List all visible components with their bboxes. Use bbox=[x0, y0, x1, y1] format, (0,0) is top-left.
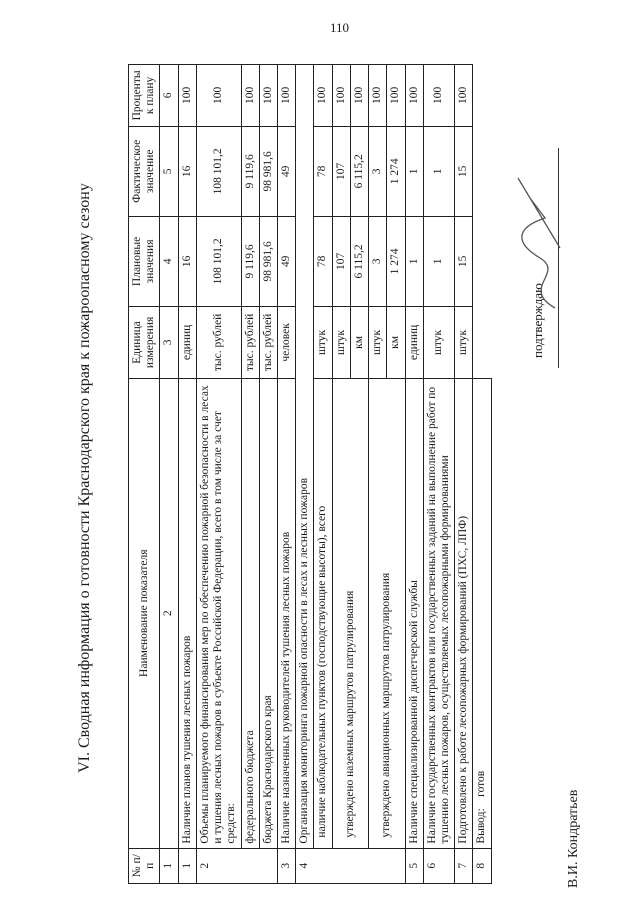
row-pct: 100 bbox=[241, 65, 259, 127]
row-pct: 100 bbox=[178, 65, 196, 127]
header-num: № п/п bbox=[129, 848, 160, 883]
row-plan: 98 981,6 bbox=[259, 216, 277, 306]
row-name: утверждено наземных маршрутов патрулирования bbox=[332, 378, 368, 848]
row-num: 4 bbox=[296, 848, 405, 883]
row-name: Объемы планируемого финансирования мер по обеспечению пожарной безопасности в лесах и тушения лесных пожаров в субъекте Российской Федерации, всего в том числе за счет средств: bbox=[196, 378, 241, 848]
row-plan: 78 bbox=[314, 216, 332, 306]
row-plan: 16 bbox=[178, 216, 196, 306]
row-unit: км bbox=[387, 306, 405, 378]
header-name: Наименование показателя bbox=[129, 378, 160, 848]
header-unit: Единица измерения bbox=[129, 306, 160, 378]
row-num: 1 bbox=[178, 848, 196, 883]
row-pct: 100 bbox=[332, 65, 350, 127]
table-row bbox=[296, 65, 314, 884]
row-pct: 100 bbox=[350, 65, 368, 127]
row-num: 3 bbox=[277, 848, 295, 883]
row-fact: 1 bbox=[405, 126, 423, 216]
table-row bbox=[178, 65, 196, 884]
row-name: Наличие специализированной диспетчерской службы bbox=[405, 378, 423, 848]
row-plan: 108 101,2 bbox=[196, 216, 241, 306]
row-fact: 98 981,6 bbox=[259, 126, 277, 216]
row-unit: штук bbox=[455, 306, 473, 378]
approve-text: подтверждаю bbox=[530, 283, 545, 358]
row-unit: штук bbox=[369, 306, 387, 378]
signer-name: В.И. Кондратьев bbox=[566, 789, 581, 888]
row-plan: 49 bbox=[277, 216, 295, 306]
row-conclusion bbox=[473, 378, 491, 848]
row-fact: 78 bbox=[314, 126, 332, 216]
col-number: 5 bbox=[160, 126, 178, 216]
row-name: Наличие государственных контрактов или государственных заданий на выполнение работ по тушению лесных пожаров, осуществляемых лесопожарными формированиями bbox=[423, 378, 454, 848]
row-name: Наличие назначенных руководителей тушения лесных пожаров bbox=[277, 378, 295, 848]
header-pct: Проценты к плану bbox=[129, 65, 160, 127]
row-plan: 1 bbox=[423, 216, 454, 306]
row-unit: тыс. рублей bbox=[241, 306, 259, 378]
row-unit: тыс. рублей bbox=[196, 306, 241, 378]
table-row bbox=[241, 65, 259, 884]
row-plan: 1 274 bbox=[387, 216, 405, 306]
page-number: 110 bbox=[330, 20, 350, 35]
table-header-row bbox=[129, 65, 160, 884]
table-row bbox=[196, 65, 241, 884]
row-unit: единиц bbox=[178, 306, 196, 378]
row-name: Организация мониторинга пожарной опасности в лесах и лесных пожаров bbox=[296, 65, 314, 849]
row-plan: 3 bbox=[369, 216, 387, 306]
row-fact: 1 274 bbox=[387, 126, 405, 216]
row-pct: 100 bbox=[314, 65, 332, 127]
col-number: 6 bbox=[160, 65, 178, 127]
table-row bbox=[405, 65, 423, 884]
table-row bbox=[423, 65, 454, 884]
row-pct: 100 bbox=[387, 65, 405, 127]
row-fact: 1 bbox=[423, 126, 454, 216]
table-row bbox=[314, 65, 332, 884]
row-pct: 100 bbox=[423, 65, 454, 127]
row-name: бюджета Краснодарского края bbox=[259, 378, 277, 848]
row-pct: 100 bbox=[369, 65, 387, 127]
handwritten-signature bbox=[510, 168, 570, 318]
row-unit: штук bbox=[423, 306, 454, 378]
row-name: Наличие планов тушения лесных пожаров bbox=[178, 378, 196, 848]
row-num: 7 bbox=[455, 848, 473, 883]
col-number: 4 bbox=[160, 216, 178, 306]
table-row bbox=[277, 65, 295, 884]
table-row bbox=[473, 65, 491, 884]
row-name: федерального бюджета bbox=[241, 378, 259, 848]
row-fact: 107 bbox=[332, 126, 350, 216]
header-fact: Фактическое значение bbox=[129, 126, 160, 216]
row-unit: штук bbox=[314, 306, 332, 378]
conclusion-label: Вывод: bbox=[475, 808, 488, 844]
conclusion-value: готов bbox=[475, 770, 488, 797]
row-plan: 9 119,6 bbox=[241, 216, 259, 306]
row-fact: 108 101,2 bbox=[196, 126, 241, 216]
row-name: Подготовлено к работе лесопожарных формирований (ПХС, ЛПФ) bbox=[455, 378, 473, 848]
row-unit: км bbox=[350, 306, 368, 378]
table-row bbox=[259, 65, 277, 884]
row-plan: 15 bbox=[455, 216, 473, 306]
row-unit: человек bbox=[277, 306, 295, 378]
row-pct: 100 bbox=[196, 65, 241, 127]
row-unit: единиц bbox=[405, 306, 423, 378]
row-pct: 100 bbox=[277, 65, 295, 127]
readiness-table bbox=[128, 64, 492, 884]
row-unit: штук bbox=[332, 306, 350, 378]
row-num: 5 bbox=[405, 848, 423, 883]
row-fact: 15 bbox=[455, 126, 473, 216]
row-plan: 107 bbox=[332, 216, 350, 306]
col-number: 3 bbox=[160, 306, 178, 378]
row-name: наличие наблюдательных пунктов (господствующие высоты), всего bbox=[314, 378, 332, 848]
col-number: 2 bbox=[160, 378, 178, 848]
row-pct: 100 bbox=[259, 65, 277, 127]
landscape-content bbox=[70, 58, 610, 898]
row-pct: 100 bbox=[405, 65, 423, 127]
row-num: 2 bbox=[196, 848, 277, 883]
row-num: 8 bbox=[473, 848, 491, 883]
header-plan: Плановые значения bbox=[129, 216, 160, 306]
row-fact: 3 bbox=[369, 126, 387, 216]
row-unit: тыс. рублей bbox=[259, 306, 277, 378]
row-fact: 6 115,2 bbox=[350, 126, 368, 216]
row-fact: 49 bbox=[277, 126, 295, 216]
row-pct: 100 bbox=[455, 65, 473, 127]
row-name: утверждено авиационных маршрутов патрулирования bbox=[369, 378, 405, 848]
table-row bbox=[332, 65, 350, 884]
col-number: 1 bbox=[160, 848, 178, 883]
document-title: VI. Сводная информация о готовности Краснодарского края к пожароопасному сезону bbox=[76, 183, 93, 773]
row-plan: 1 bbox=[405, 216, 423, 306]
table-row bbox=[455, 65, 473, 884]
table-row bbox=[369, 65, 387, 884]
row-fact: 16 bbox=[178, 126, 196, 216]
row-fact: 9 119,6 bbox=[241, 126, 259, 216]
row-plan: 6 115,2 bbox=[350, 216, 368, 306]
column-number-row bbox=[160, 65, 178, 884]
row-num: 6 bbox=[423, 848, 454, 883]
